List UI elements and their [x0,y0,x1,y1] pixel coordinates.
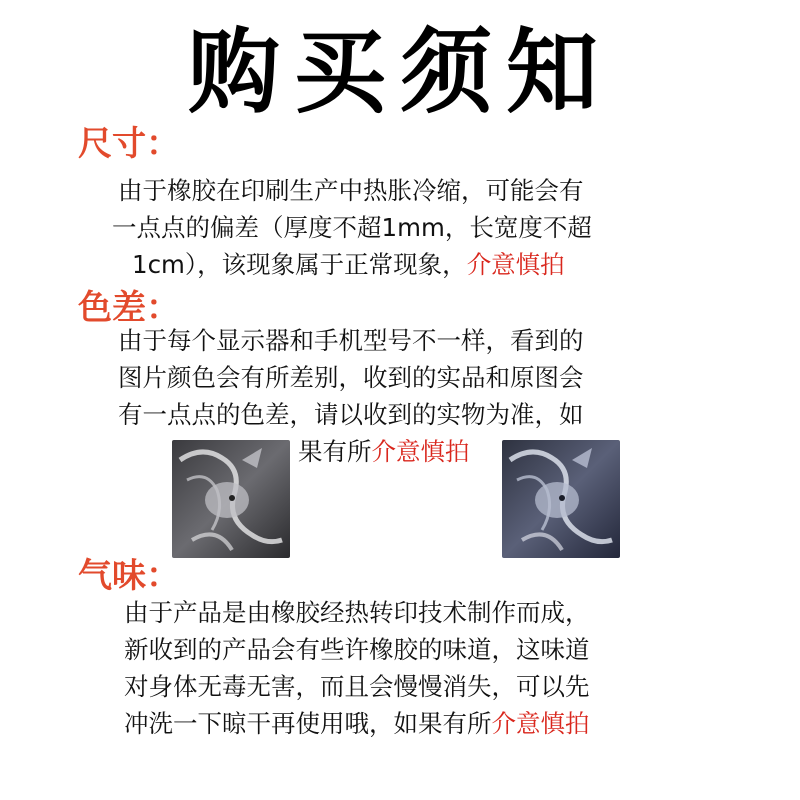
color-line-4-text: 果有所 [298,437,372,466]
color-line-3: 有一点点的色差，请以收到的实物为准，如 [118,400,584,429]
size-line-3-text: 1cm），该现象属于正常现象， [132,250,467,279]
color-heading: 色差： [78,288,180,328]
color-line-4 [298,433,698,470]
smell-accent: 介意慎拍 [491,709,590,738]
smell-line-4-text: 冲洗一下晾干再使用哦，如果有所 [124,709,492,738]
color-line-2: 图片颜色会有所差别，收到的实品和原图会 [118,363,584,392]
page-title: 购买须知 [187,19,612,126]
color-line-1: 由于每个显示器和手机型号不一样，看到的 [118,326,584,355]
smell-line-1: 由于产品是由橡胶经热转印技术制作而成， [124,598,590,627]
size-line-1: 由于橡胶在印刷生产中热胀冷缩，可能会有 [118,176,584,205]
dragon-image-neutral [172,440,290,558]
color-accent: 介意慎拍 [371,437,470,466]
size-heading: 尺寸： [78,124,180,164]
dragon-image-blue [502,440,620,558]
size-paragraph [112,172,698,283]
smell-line-2: 新收到的产品会有些许橡胶的味道，这味道 [124,635,590,664]
smell-line-4 [124,705,704,742]
smell-heading: 气味： [78,556,180,596]
size-accent: 介意慎拍 [466,250,565,279]
size-line-2: 一点点的偏差（厚度不超1mm，长宽度不超 [112,213,592,242]
size-line-3 [132,246,698,283]
smell-line-3: 对身体无毒无害，而且会慢慢消失，可以先 [124,672,590,701]
smell-paragraph [124,594,704,742]
